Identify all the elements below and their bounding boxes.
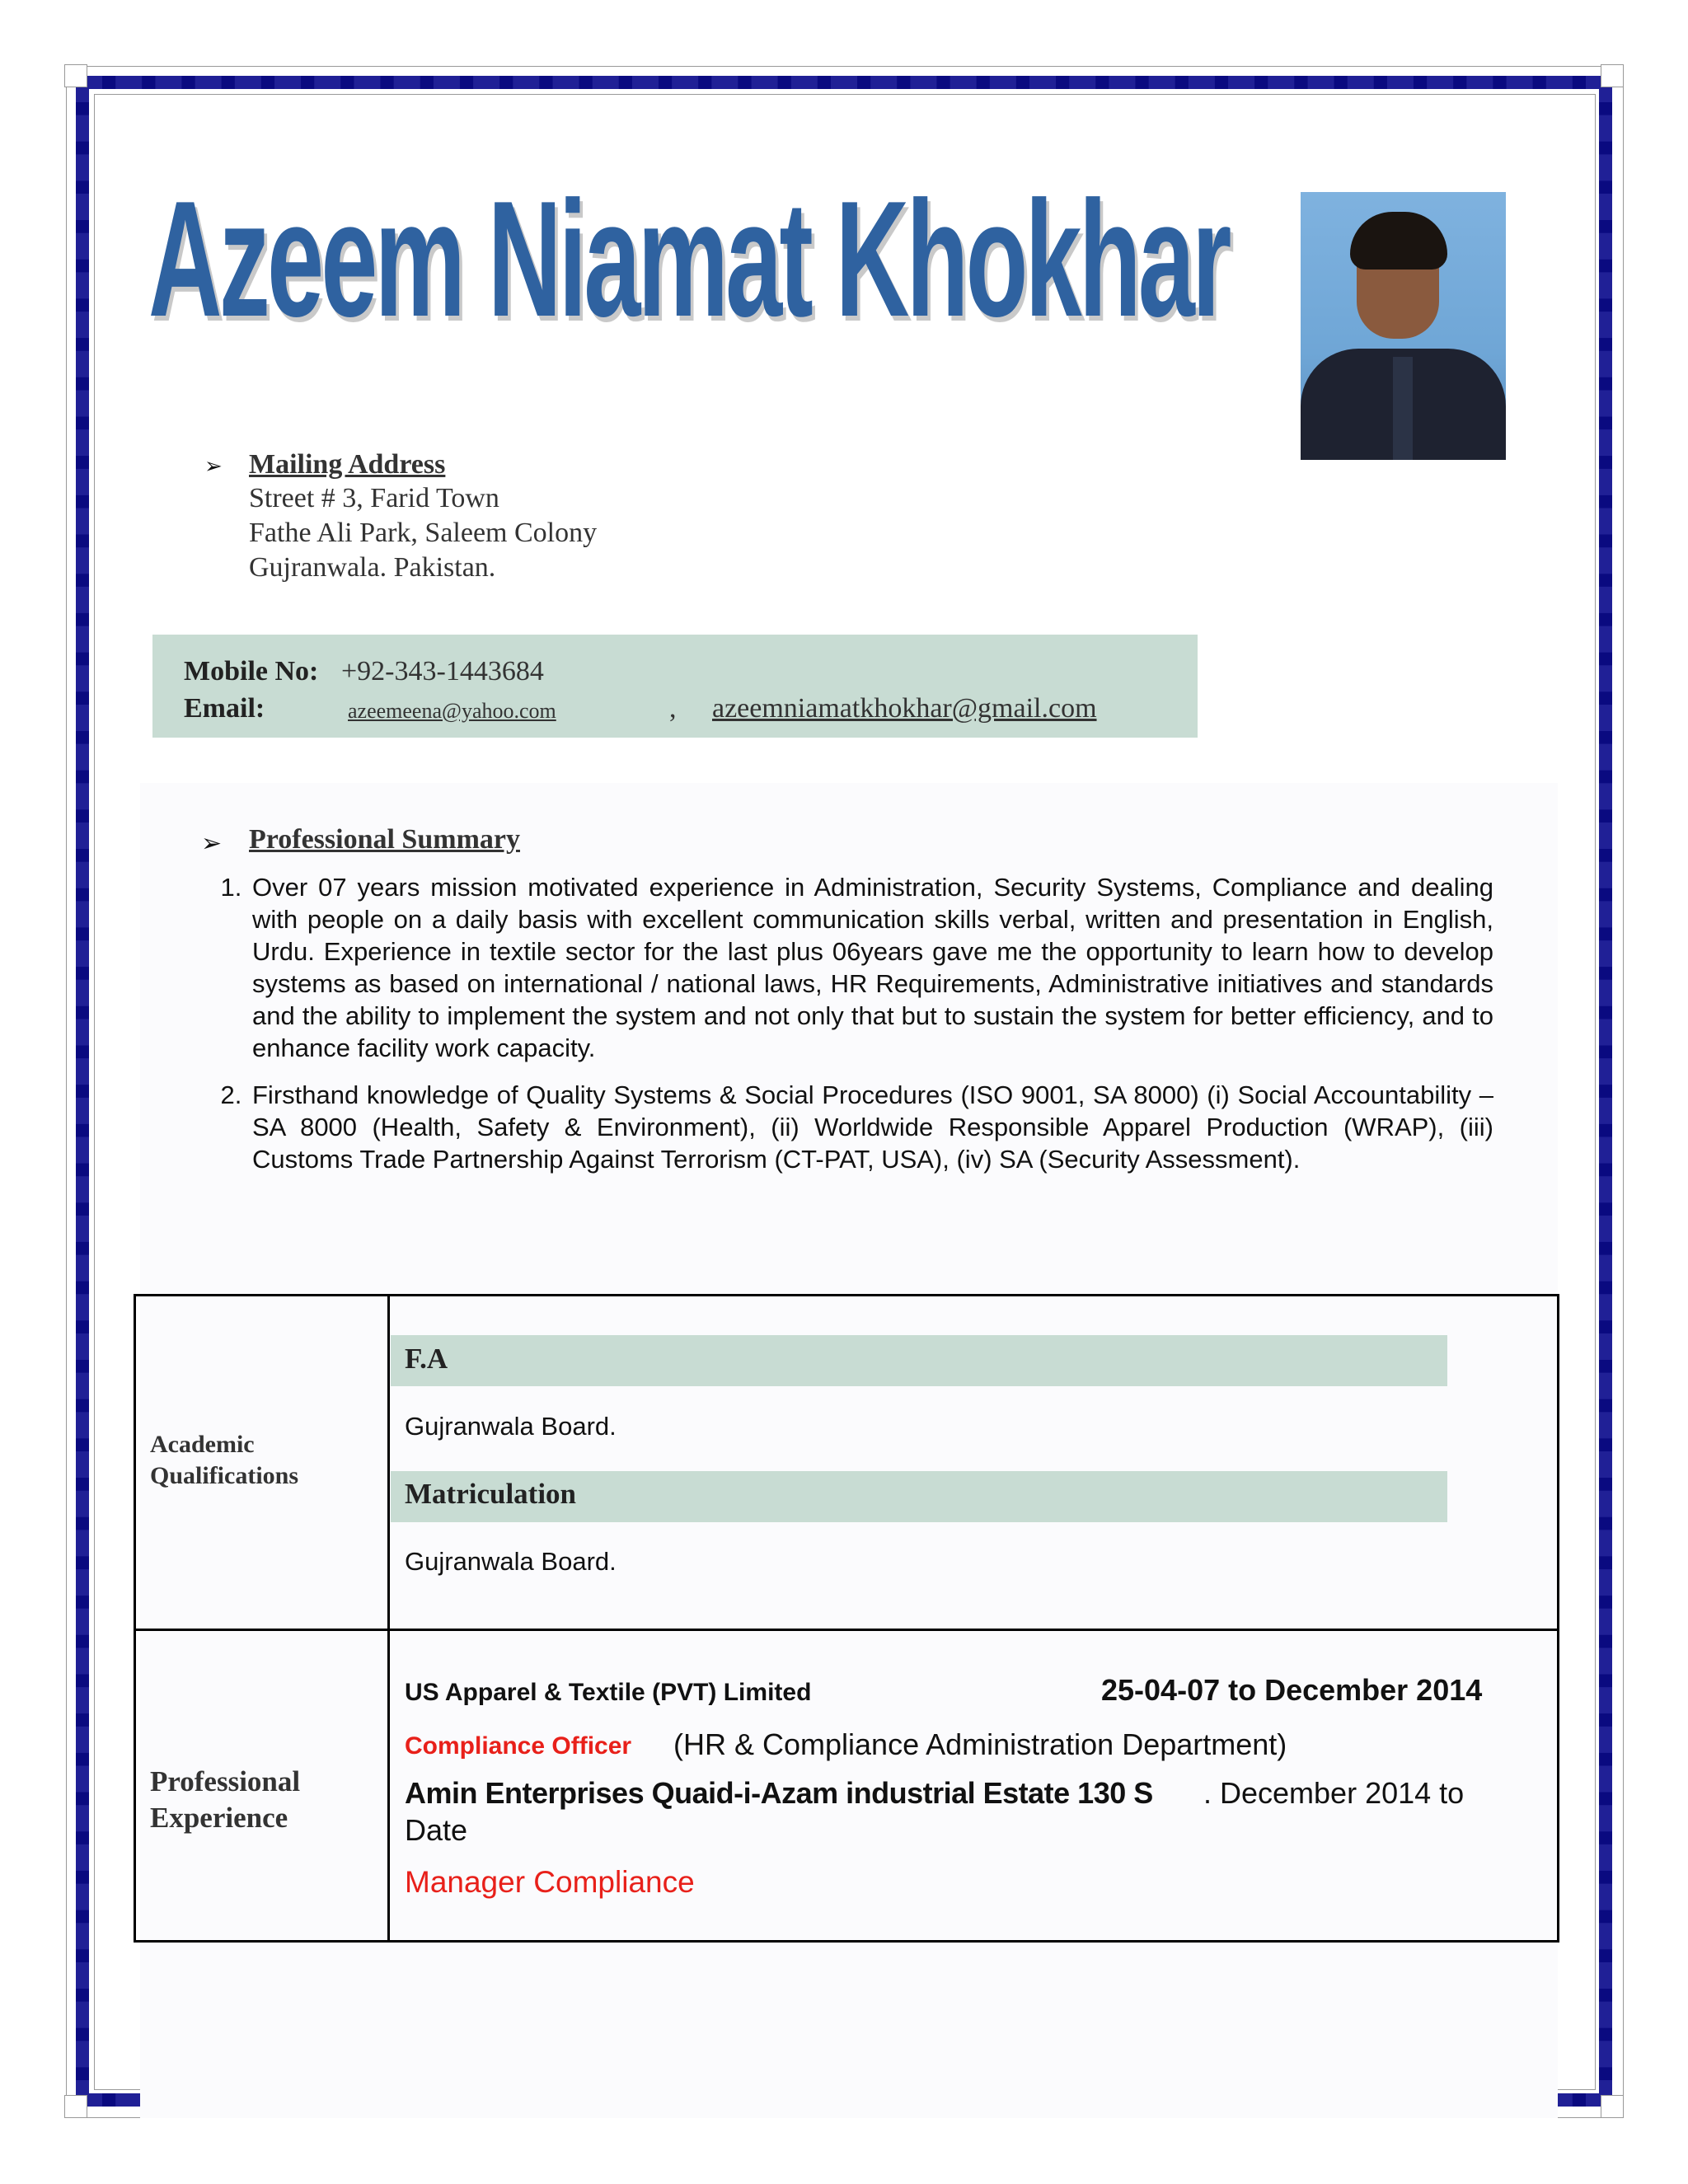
arrow-bullet-icon: ➢ bbox=[201, 829, 223, 858]
table-divider bbox=[387, 1294, 390, 1943]
department: (HR & Compliance Administration Department) bbox=[673, 1727, 1287, 1761]
mobile-label: Mobile No: bbox=[184, 656, 319, 687]
summary-item: 1. Over 07 years mission motivated experience in Administration, Security Systems, Compliance and dealing with people on a daily basis with excellent communication skills verbal, written and presentation in English, Urdu. Experience in textile sector for the last plus 06years gave me the opportunity to learn how to develop systems as based on international / national laws, HR Requirements, Administrative initiatives and standards and the ability to implement the system and not only that but to sustain the system for better efficiency, and to enhance facility work capacity. bbox=[249, 871, 1493, 1064]
email-separator: , bbox=[669, 693, 677, 724]
border-corner bbox=[1601, 2095, 1624, 2118]
mailing-address bbox=[249, 481, 597, 585]
summary-title: Professional Summary bbox=[249, 824, 520, 855]
company-name: Amin Enterprises Quaid-i-Azam industrial Estate 130 S bbox=[405, 1776, 1153, 1810]
experience-label bbox=[150, 1764, 300, 1836]
arrow-bullet-icon: ➢ bbox=[204, 454, 223, 479]
address-line: Gujranwala. Pakistan. bbox=[249, 552, 496, 583]
address-line: Street # 3, Farid Town bbox=[249, 483, 499, 513]
employment-period: 25-04-07 to December 2014 bbox=[1101, 1673, 1483, 1707]
qualification-board: Gujranwala Board. bbox=[405, 1547, 617, 1576]
border-corner bbox=[1601, 64, 1624, 87]
qualifications-table bbox=[134, 1294, 1559, 1943]
email-link-yahoo[interactable]: azeemeena@yahoo.com bbox=[348, 699, 556, 723]
table-divider bbox=[134, 1629, 1559, 1631]
employment-period: . December 2014 to bbox=[1203, 1776, 1465, 1810]
border-corner bbox=[64, 64, 87, 87]
summary-list bbox=[198, 871, 1493, 1190]
summary-item: 2. Firsthand knowledge of Quality Systems & Social Procedures (ISO 9001, SA 8000) (i) Social Accountability – SA 8000 (Health, Safety & Environment), (ii) Worldwide Responsible Apparel Production (WRAP), (iii) Customs Trade Partnership Against Terrorism (CT-PAT, USA), (iv) SA (Security Assessment). bbox=[249, 1079, 1493, 1175]
qualification-title: F.A bbox=[405, 1343, 448, 1375]
email-label: Email: bbox=[184, 693, 265, 724]
address-line: Fathe Ali Park, Saleem Colony bbox=[249, 518, 598, 548]
experience-label-line: Professional bbox=[150, 1765, 301, 1797]
academic-label-line: Qualifications bbox=[150, 1462, 299, 1489]
qualification-board: Gujranwala Board. bbox=[405, 1412, 617, 1441]
qualification-title: Matriculation bbox=[405, 1478, 577, 1510]
qualification-header-bar bbox=[391, 1335, 1447, 1386]
border-corner bbox=[64, 2095, 87, 2118]
employment-period-end: Date bbox=[405, 1813, 468, 1847]
profile-photo bbox=[1301, 192, 1506, 460]
job-title: Compliance Officer bbox=[405, 1732, 632, 1760]
academic-label-line: Academic bbox=[150, 1431, 255, 1458]
mobile-number: +92-343-1443684 bbox=[341, 656, 544, 687]
email-link-gmail[interactable]: azeemniamatkhokhar@gmail.com bbox=[712, 693, 1097, 724]
job-title: Manager Compliance bbox=[405, 1865, 695, 1899]
mailing-address-title: Mailing Address bbox=[249, 449, 446, 480]
resume-name: Azeem Niamat Khokhar bbox=[148, 167, 1229, 351]
company-name: US Apparel & Textile (PVT) Limited bbox=[405, 1679, 812, 1706]
experience-label-line: Experience bbox=[150, 1802, 288, 1834]
academic-label bbox=[150, 1429, 298, 1492]
